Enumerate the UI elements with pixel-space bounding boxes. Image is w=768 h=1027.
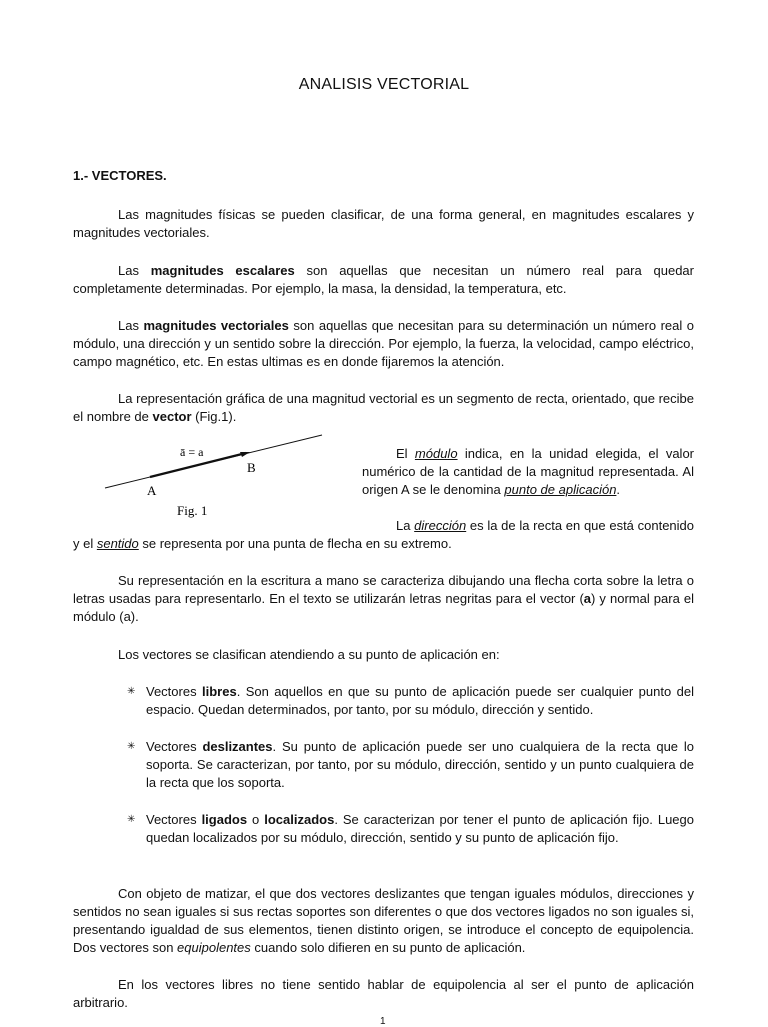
modulo-post: . [616,482,621,497]
section-heading: 1.- VECTORES. [73,168,167,183]
bullet-deslizantes-post: . Su punto de aplicación puede ser uno cualquiera de la recta que lo soporta. Se caracterizan, por tanto, por su módulo, dirección, sentido y un punto cualquiera de la recta que los soporta. [146,739,694,790]
term-direccion: dirección [414,518,467,533]
direccion-mid: es la de la recta en que está contenido y el [73,518,694,551]
term-magnitudes-vectoriales: magnitudes vectoriales [143,318,289,333]
vector-label: ā = a [180,445,204,459]
paragraph-5 [73,572,694,626]
vector-figure [100,430,330,525]
bullet-ligados-mid: o [247,812,265,827]
paragraph-4-post: (Fig.1). [191,409,237,424]
term-ligados: ligados [201,812,248,827]
point-a-label: A [147,483,157,498]
paragraph-2-post: son aquellas que necesitan un número real para quedar completamente determinadas. Por ejemplo, la masa, la densidad, la temperatura, etc. [73,263,694,296]
bullet-libres-pre: Vectores [146,684,203,699]
modulo-mid: indica, en la unidad elegida, el valor numérico de la cantidad de la magnitud representada. Al origen A se le denomina [362,446,694,497]
bullet-libres-text [146,683,694,719]
term-libres: libres [202,684,237,699]
term-equipolentes: equipolentes [177,940,251,955]
paragraph-7 [73,885,694,957]
direccion-paragraph [73,517,694,553]
bullet-star-icon: ✳ [127,686,136,697]
paragraph-4 [73,390,694,426]
bullet-deslizantes-pre: Vectores [146,739,203,754]
bullet-ligados-pre: Vectores [146,812,202,827]
paragraph-6-text: Los vectores se clasifican atendiendo a su punto de aplicación en: [118,647,500,662]
modulo-pre: El [396,446,415,461]
bullet-star-icon: ✳ [127,814,136,825]
term-a-bold: a [583,591,592,606]
paragraph-3-post: son aquellas que necesitan para su determinación un número real o módulo, una dirección y un sentido sobre la dirección. Por ejemplo, la fuerza, la velocidad, campo eléctrico, campo magnético, etc. En estas ultimas es en donde fijaremos la atención. [73,318,695,369]
term-localizados: localizados [264,812,335,827]
term-deslizantes: deslizantes [202,739,273,754]
term-punto-aplicacion: punto de aplicación [504,482,617,497]
paragraph-1 [73,206,694,242]
paragraph-1-text: Las magnitudes físicas se pueden clasificar, de una forma general, en magnitudes escalares y magnitudes vectoriales. [73,207,694,240]
paragraph-3-pre: Las [118,318,144,333]
paragraph-3 [73,317,694,371]
paragraph-4-pre: La representación gráfica de una magnitud vectorial es un segmento de recta, orientado, que recibe el nombre de [73,391,694,424]
paragraph-8 [73,976,694,1012]
paragraph-7-post: cuando solo difieren en su punto de aplicación. [250,940,526,955]
bullet-ligados-text [146,811,694,847]
term-modulo: módulo [414,446,458,461]
figure-caption: Fig. 1 [177,503,208,518]
paragraph-7-pre: Con objeto de matizar, el que dos vectores deslizantes que tengan iguales módulos, direcciones y sentidos no sean iguales si sus rectas soportes son diferentes o que dos vectores ligados no son iguales si, presentando igualdad de sus elementos, tienen distinto origen, se introduce el concepto de equipolencia. Dos vectores son [73,886,694,955]
paragraph-6 [73,646,694,664]
direccion-post: se representa por una punta de flecha en su extremo. [138,536,452,551]
paragraph-2-pre: Las [118,263,151,278]
modulo-paragraph [362,445,694,499]
page-number: 1 [380,1016,386,1027]
term-magnitudes-escalares: magnitudes escalares [150,263,295,278]
term-sentido: sentido [96,536,139,551]
bullet-star-icon: ✳ [127,741,136,752]
arrowhead-icon [240,452,250,457]
paragraph-2 [73,262,694,298]
direccion-pre: La [396,518,415,533]
bullet-ligados-post: . Se caracterizan por tener el punto de aplicación fijo. Luego quedan localizados por su módulo, dirección, sentido y su punto de aplicación fijo. [146,812,694,845]
term-vector: vector [152,409,192,424]
page-title: ANALISIS VECTORIAL [298,76,470,93]
paragraph-5-pre: Su representación en la escritura a mano se caracteriza dibujando una flecha corta sobre la letra o letras usadas para representarlo. En el texto se utilizarán letras negritas para el vector ( [73,573,694,606]
paragraph-5-post: ) y normal para el módulo (a). [73,591,694,624]
paragraph-8-text: En los vectores libres no tiene sentido hablar de equipolencia al ser el punto de aplicación arbitrario. [73,977,694,1010]
bullet-libres-post: . Son aquellos en que su punto de aplicación puede ser cualquier punto del espacio. Quedan determinados, por tanto, por su módulo, dirección y sentido. [146,684,694,717]
point-b-label: B [247,460,256,475]
bullet-deslizantes-text [146,738,694,792]
